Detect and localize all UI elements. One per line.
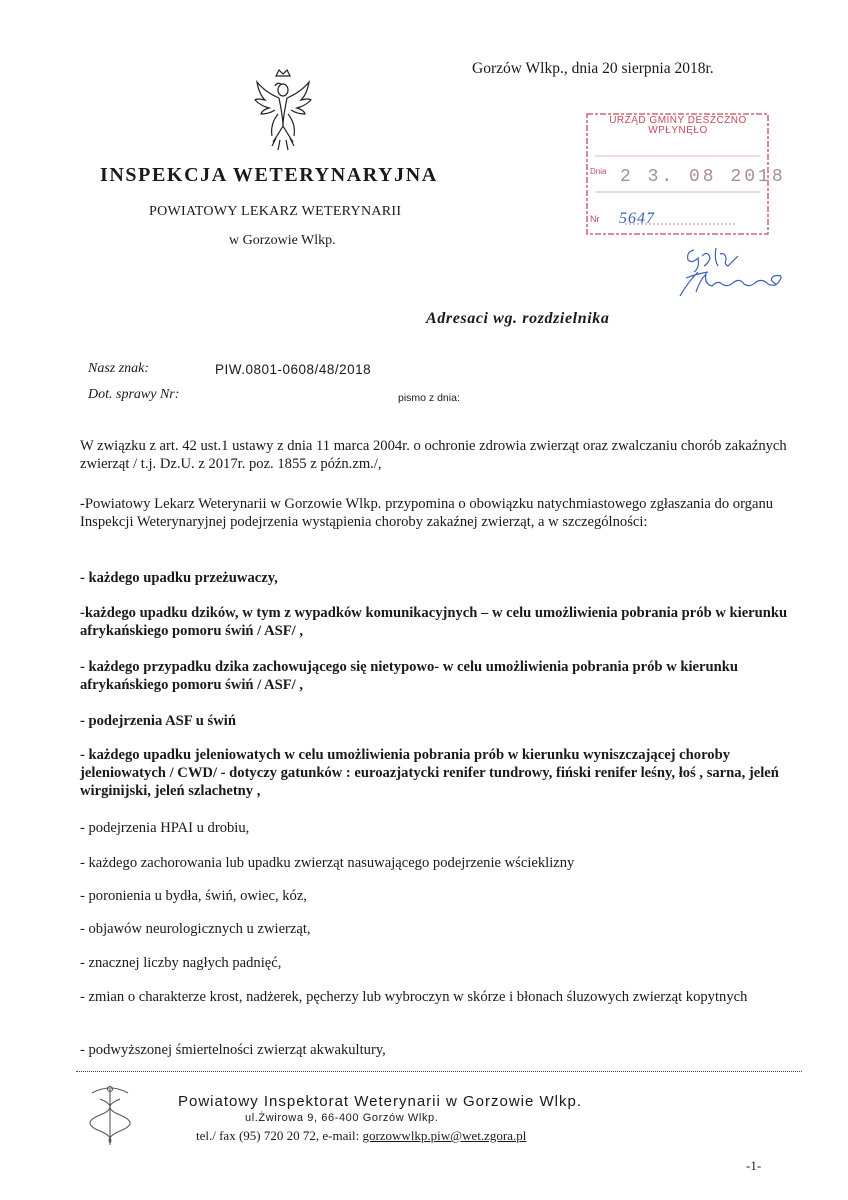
- stamp-office: URZĄD GMINY DESZCZNO: [609, 115, 747, 126]
- caduceus-icon: [86, 1085, 134, 1147]
- footer-institution: Powiatowy Inspektorat Weterynarii w Gorzowie Wlkp.: [178, 1093, 583, 1110]
- intro-paragraph-1: W związku z art. 42 ust.1 ustawy z dnia 11 marca 2004r. o ochronie zdrowia zwierząt oraz zwalczaniu chorób zakaźnych zwierząt / t.j. Dz.U. z 2017r. poz. 1855 z późn.zm./,: [80, 438, 787, 472]
- list-item: - podejrzenia ASF u świń: [80, 713, 236, 729]
- stamp-received-label: WPŁYNĘŁO: [648, 125, 708, 136]
- footer-contact: [196, 1128, 526, 1144]
- stamp-number: 5647: [619, 210, 655, 227]
- intro-paragraph-2: -Powiatowy Lekarz Weterynarii w Gorzowie Wlkp. przypomina o obowiązku natychmiastowego zgłaszania do organu Inspekcji Weterynaryjnej podejrzenia wystąpienia choroby zakaźnej zwierząt, a w szczególności:: [80, 496, 774, 530]
- list-item: - znacznej liczby nagłych padnięć,: [80, 955, 282, 971]
- office-city: w Gorzowie Wlkp.: [229, 233, 336, 248]
- list-item: - zmian o charakterze krost, nadżerek, pęcherzy lub wybroczyn w skórze i błonach śluzowych zwierząt kopytnych: [80, 989, 748, 1005]
- letter-date-label: pismo z dnia:: [398, 392, 460, 404]
- handwritten-signature: [672, 240, 822, 308]
- footer-divider: [76, 1071, 802, 1072]
- stamp-number-label: Nr: [590, 214, 600, 224]
- list-item: - każdego upadku przeżuwaczy,: [80, 570, 278, 586]
- document-date: Gorzów Wlkp., dnia 20 sierpnia 2018r.: [472, 60, 714, 77]
- addressee: Adresaci wg. rozdzielnika: [426, 310, 610, 327]
- list-item: - podejrzenia HPAI u drobiu,: [80, 820, 250, 836]
- page-number: -1-: [746, 1158, 762, 1173]
- list-item: - każdego przypadku dzika zachowującego się nietypowo- w celu umożliwienia pobrania prób w kierunku afrykańskiego pomoru świń / ASF/ ,: [80, 659, 738, 693]
- footer-address: ul.Żwirowa 9, 66-400 Gorzów Wlkp.: [245, 1112, 439, 1124]
- stamp-date: 2 3. 08 2018: [620, 167, 786, 187]
- list-item: - podwyższonej śmiertelności zwierząt akwakultury,: [80, 1042, 386, 1058]
- case-number-label: Dot. sprawy Nr:: [88, 387, 180, 402]
- our-ref-value: PIW.0801-0608/48/2018: [215, 362, 372, 377]
- our-ref-label: Nasz znak:: [88, 361, 150, 376]
- office-title: POWIATOWY LEKARZ WETERYNARII: [149, 204, 402, 219]
- list-item: - objawów neurologicznych u zwierząt,: [80, 921, 311, 937]
- institution-title: INSPEKCJA WETERYNARYJNA: [100, 164, 438, 186]
- footer-email-link[interactable]: gorzowwlkp.piw@wet.zgora.pl: [362, 1128, 527, 1143]
- list-item: -każdego upadku dzików, w tym z wypadków komunikacyjnych – w celu umożliwienia pobrania prób w kierunku afrykańskiego pomoru świń / ASF/ ,: [80, 605, 788, 639]
- stamp-header: [592, 116, 764, 136]
- list-item: - poronienia u bydła, świń, owiec, kóz,: [80, 888, 307, 904]
- eagle-emblem-icon: [252, 68, 314, 154]
- list-item: - każdego upadku jeleniowatych w celu umożliwienia pobrania prób w kierunku wyniszczającej choroby jeleniowatych / CWD/ - dotyczy gatunków : euroazjatycki renifer tundrowy, fiński renifer leśny, łoś , sarna, jeleń wirginijski, jeleń szlachetny ,: [80, 747, 779, 799]
- stamp-day-label: Dnia: [590, 167, 607, 176]
- list-item: - każdego zachorowania lub upadku zwierząt nasuwającego podejrzenie wścieklizny: [80, 855, 575, 871]
- footer-phone: tel./ fax (95) 720 20 72, e-mail:: [196, 1128, 363, 1143]
